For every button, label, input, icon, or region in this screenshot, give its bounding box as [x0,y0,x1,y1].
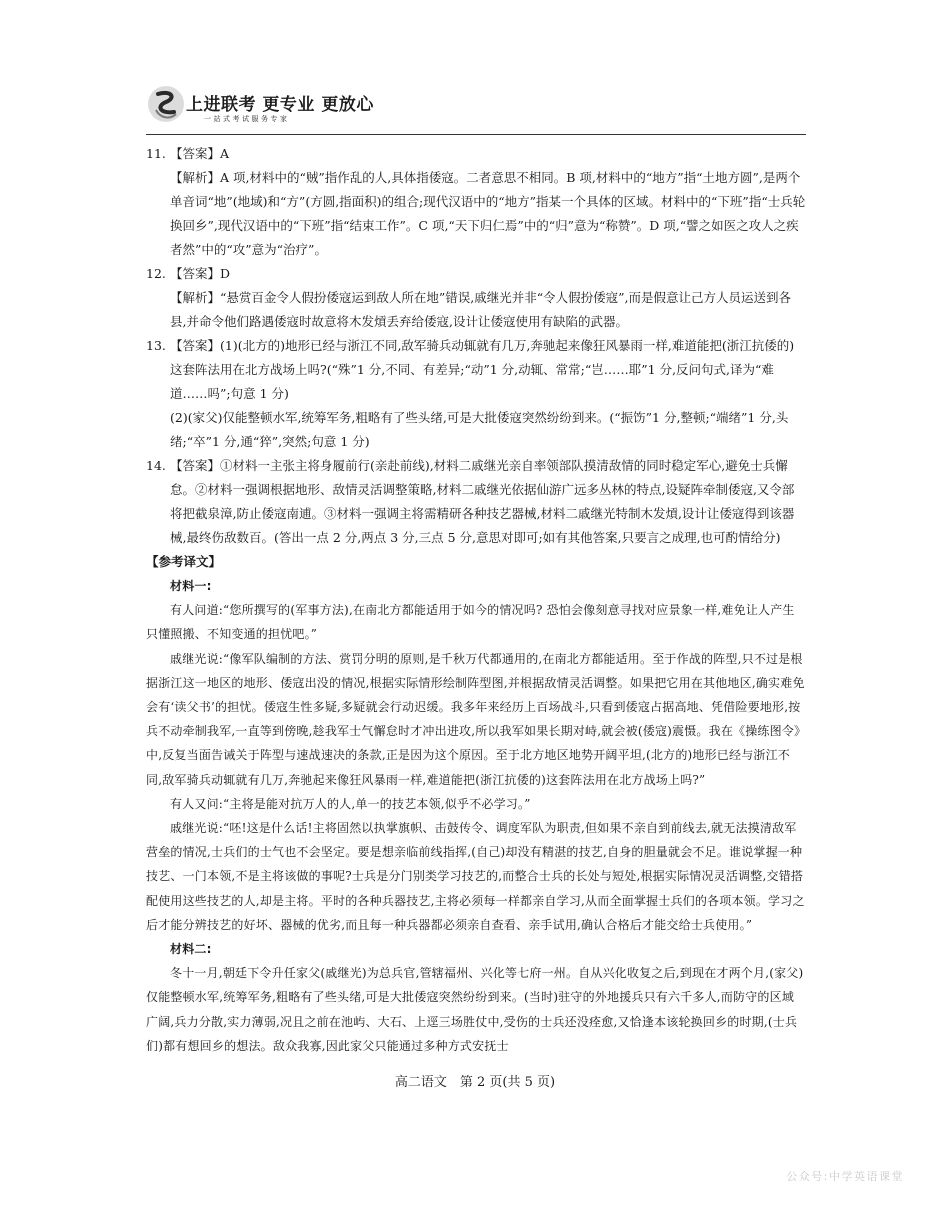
translation-paragraph: 有人问道:“您所撰写的(军事方法),在南北方都能适用于如今的情况吗? 恐怕会像刻意寻找对应景象一样,难免让人产生只懂照搬、不知变通的担忧吧。” [146,603,795,642]
material-one-label: 材料一: [170,579,212,593]
header-banner [146,84,806,136]
question-number: 13. [146,338,166,353]
answer-content [146,142,806,1058]
answer-key: 【答案】A [170,146,230,161]
answer-item [146,334,806,406]
translation-body [146,574,806,1058]
answer-item [146,454,806,550]
answer-key: 【答案】D [170,266,231,281]
answer-key: 【答案】①材料一主张主将身履前行(亲赴前线),材料二戚继光亲自率领部队摸清敌情的同时稳定军心,避免士兵懈怠。②材料一强调根据地形、敌情灵活调整策略,材料二戚继光依据仙游广远多丛林的特点,设疑阵牵制倭寇,又令部将把截泉漳,防止倭寇南逋。③材料一强调主将需精研各种技艺器械,材料二戚继光特制木发熕,设计让倭寇得到该器械,最终伤敌数百。(答出一点 2 分,两点 3 分,三点 5 分,意思对即可;如有其他答案,只要言之成理,也可酌情给分) [170,458,795,545]
page-footer: 高二语文 第 2 页(共 5 页) [394,1075,556,1090]
translation-paragraph: 有人又问:“主将是能对抗万人的人,单一的技艺本领,似乎不必学习。” [170,796,531,811]
header-slogan: 上进联考 更专业 更放心 [186,95,374,115]
header-divider [146,134,806,135]
translation-title: 【参考译文】 [146,554,222,569]
analysis-text: 【解析】“悬赏百金令人假扮倭寇运到敌人所在地”错误,戚继光并非“令人假扮倭寇”,而是假意让己方人员运送到各县,并命令他们路遇倭寇时故意将木发熕丢弃给倭寇,设计让倭寇使用有缺陷的武器。 [170,290,792,329]
translation-paragraph: 戚继光说:“呸!这是什么话!主将固然以执掌旗帜、击鼓传令、调度军队为职责,但如果不亲自到前线去,就无法摸清敌军营垒的情况,士兵们的士气也不会坚定。要是想亲临前线指挥,(自己)却没有精湛的技艺,自身的胆量就会不足。谁说掌握一种技艺、一门本领,不是主将该做的事呢?士兵是分门别类学习技艺的,而整合士兵的长处与短处,根据实际情况灵活调整,交错搭配使用这些技艺的人,却是主将。平时的各种兵器技艺,主将必须每一样都亲自学习,从而全面掌握士兵们的各项本领。学习之后才能分辨技艺的好坏、器械的优劣,而且每一种兵器都必须亲自查看、亲手试用,确认合格后才能交给士兵使用。” [146,821,805,932]
translation-paragraph: 戚继光说:“像军队编制的方法、赏罚分明的原则,是千秋万代都通用的,在南北方都能适用。至于作战的阵型,只不过是根据浙江这一地区的地形、倭寇出没的情况,根据实际情形绘制阵型图,并根据敌情灵活调整。如果把它用在其他地区,确实难免会有‘读父书’的担忧。倭寇生性多疑,多疑就会行动迟缓。我多年来经历上百场战斗,只看到倭寇占据高地、凭借险要地形,按兵不动牵制我军,一直等到傍晚,趁我军士气懈怠时才冲出进攻,所以我军如果长期对峙,就会被(倭寇)震慑。我在《操练图令》中,反复当面告诫关于阵型与速战速决的条款,正是因为这个原因。至于北方地区地势开阔平坦,(北方的)地形已经与浙江不同,敌军骑兵动辄就有几万,奔驰起来像狂风暴雨一样,难道能把(浙江抗倭的)这套阵法用在北方战场上吗?” [146,651,805,787]
logo-icon [146,84,186,124]
analysis-text: 【解析】A 项,材料中的“贼”指作乱的人,具体指倭寇。二者意思不相同。B 项,材料中的“地方”指“土地方圆”,是两个单音词“地”(地域)和“方”(方圆,指面积)的组合;现代汉语中的“地方”指某一个具体的区域。材料中的“下班”指“士兵轮换回乡”,现代汉语中的“下班”指“结束工作”。C 项,“天下归仁焉”中的“归”意为“称赞”。D 项,“譬之如医之攻人之疾者然”中的“攻”意为“治疗”。 [170,170,806,257]
answer-item [146,262,806,286]
question-number: 14. [146,458,166,473]
answer-item [146,142,806,166]
answer-part-2: (2)(家父)仅能整顿水军,统筹军务,粗略有了些头绪,可是大批倭寇突然纷纷到来。(“振饬”1 分,整顿;“端绪”1 分,头绪;“卒”1 分,通“猝”,突然;句意 1 分) [170,410,789,449]
question-number: 12. [146,266,166,281]
translation-paragraph: 冬十一月,朝廷下令升任家父(戚继光)为总兵官,管辖福州、兴化等七府一州。自从兴化收复之后,到现在才两个月,(家父)仅能整顿水军,统筹军务,粗略有了些头绪,可是大批倭寇突然纷纷到来。(当时)驻守的外地援兵只有六千多人,而防守的区域广阔,兵力分散,实力薄弱,况且之前在池屿、大石、上逕三场胜仗中,受伤的士兵还没痊愈,又恰逢本该轮换回乡的时期,(士兵们)都有想回乡的想法。敌众我寡,因此家父只能通过多种方式安抚士 [146,966,804,1053]
answer-key: 【答案】(1)(北方的)地形已经与浙江不同,敌军骑兵动辄就有几万,奔驰起来像狂风暴雨一样,难道能把(浙江抗倭的)这套阵法用在北方战场上吗?(“殊”1 分,不同、有差异;“动”1 分,动辄、常常;“岂……耶”1 分,反问句式,译为“难道……吗”;句意 1 分) [170,338,795,401]
watermark-text: 公众号:中学英语课堂 [786,1170,904,1183]
material-two-label: 材料二: [170,942,212,957]
header-tagline: 一站式考试服务专家 [204,115,290,123]
question-number: 11. [146,146,166,161]
